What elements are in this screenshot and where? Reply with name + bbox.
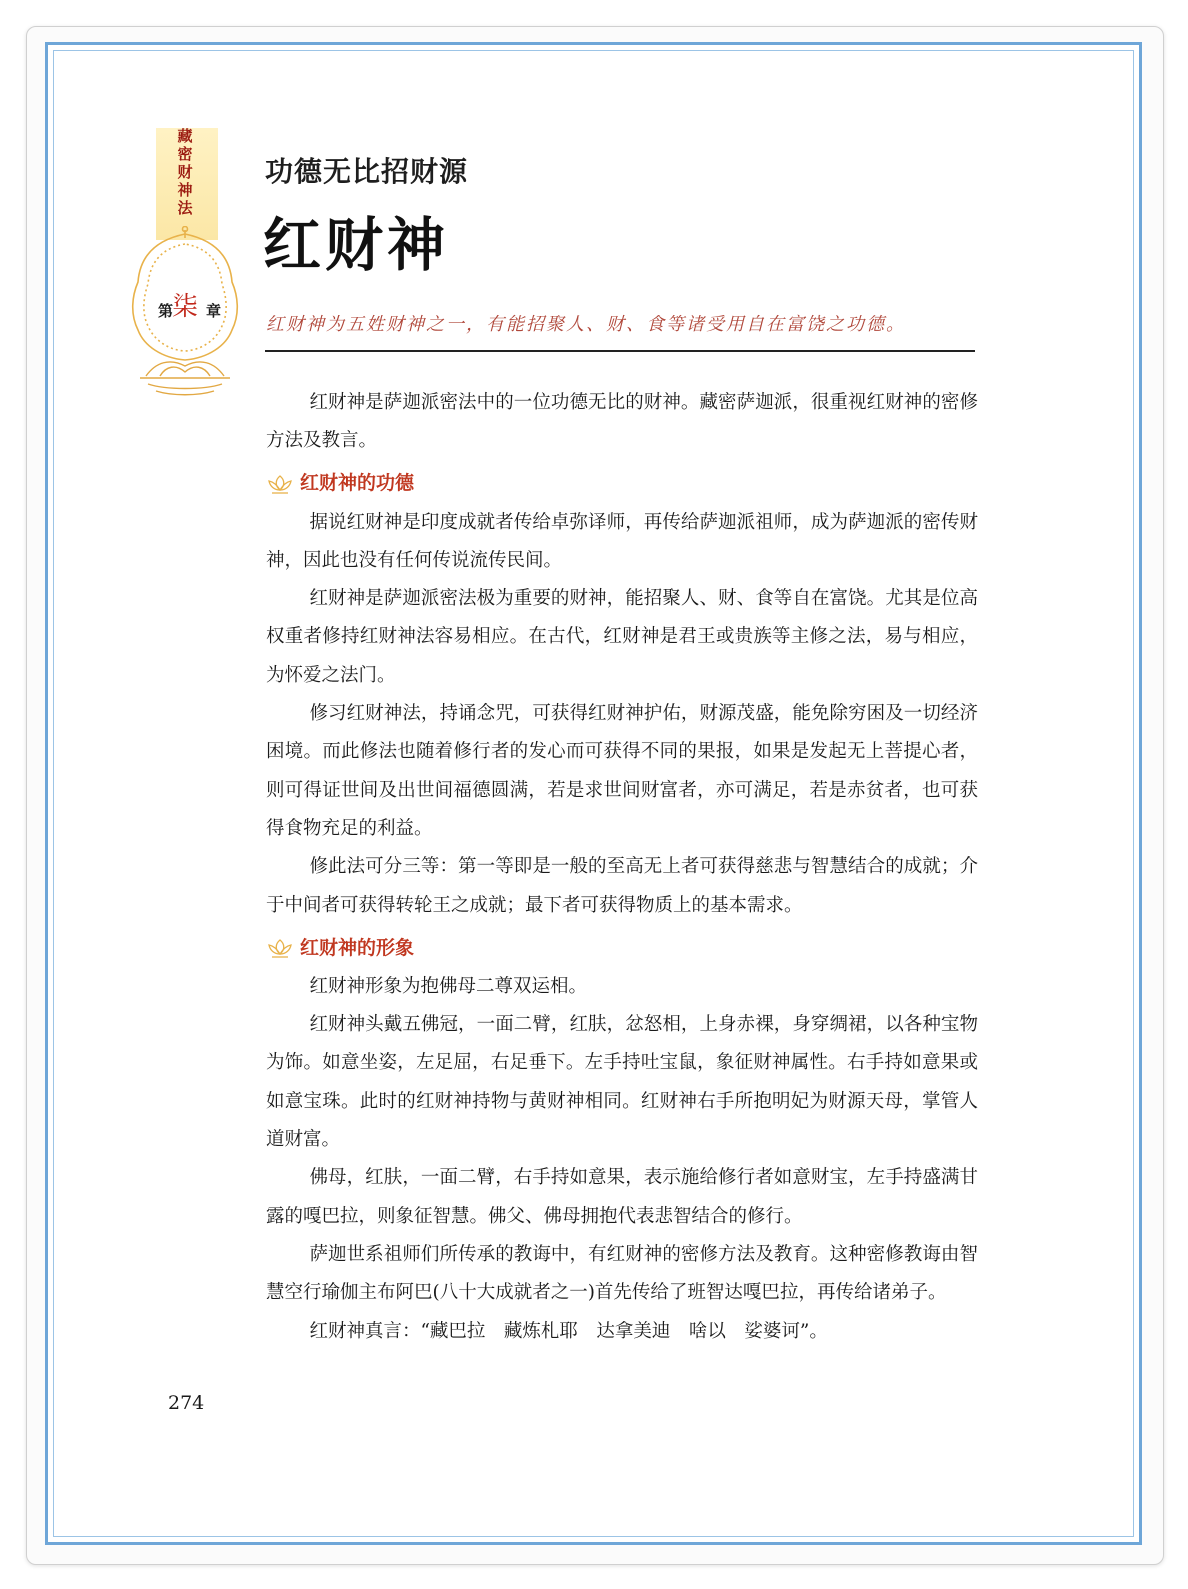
page-title: 红财神: [263, 211, 450, 279]
header-divider: [265, 350, 975, 352]
section-paragraph: 红财神头戴五佛冠，一面二臂，红肤，忿怒相，上身赤裸，身穿绸裙，以各种宝物为饰。如意坐姿，左足屈，右足垂下。左手持吐宝鼠，象征财神属性。右手持如意果或如意宝珠。此时的红财神持物与黄财神相同。红财神右手所抱明妃为财源天母，掌管人道财富。: [266, 1014, 978, 1151]
chapter-suffix: 章: [206, 302, 222, 320]
page-subtitle: 功德无比招财源: [265, 155, 469, 188]
page-number: 274: [168, 1392, 205, 1414]
section-paragraph: 红财神是萨迦派密法极为重要的财神，能招聚人、财、食等自在富饶。尤其是位高权重者修持红财神法容易相应。在古代，红财神是君王或贵族等主修之法，易与相应，为怀爱之法门。: [266, 588, 978, 686]
section-heading: [266, 464, 978, 504]
chapter-number: 柒: [172, 292, 199, 322]
section-title: 红财神的形象: [300, 936, 415, 959]
section-paragraph: 红财神真言：“藏巴拉 藏炼札耶 达拿美迪 啥以 娑婆诃”。: [309, 1320, 828, 1342]
section-title: 红财神的功德: [300, 472, 415, 495]
page-tagline: 红财神为五姓财神之一，有能招聚人、财、食等诸受用自在富饶之功德。: [266, 314, 906, 335]
section-paragraph: 修此法可分三等：第一等即是一般的至高无上者可获得慈悲与智慧结合的成就；介于中间者可获得转轮王之成就；最下者可获得物质上的基本需求。: [266, 856, 978, 916]
lotus-bullet-icon: [266, 936, 294, 960]
section-paragraph: 修习红财神法，持诵念咒，可获得红财神护佑，财源茂盛，能免除穷困及一切经济困境。而此修法也随着修行者的发心而可获得不同的果报，如果是发起无上菩提心者，则可得证世间及出世间福德圆满，若是求世间财富者，亦可满足，若是赤贫者，也可获得食物充足的利益。: [266, 703, 978, 839]
section-paragraph: 佛母，红肤，一面二臂，右手持如意果，表示施给修行者如意财宝，左手持盛满甘露的嘎巴拉，则象征智慧。佛父、佛母拥抱代表悲智结合的修行。: [266, 1167, 978, 1227]
section-heading: [266, 928, 978, 968]
book-title: 藏密财神法: [177, 127, 193, 217]
section-paragraph: 萨迦世系祖师们所传承的教诲中，有红财神的密修方法及教育。这种密修教诲由智慧空行瑜伽主布阿巴(八十大成就者之一)首先传给了班智达嘎巴拉，再传给诸弟子。: [266, 1243, 978, 1304]
chapter-prefix: 第: [158, 302, 174, 320]
section-paragraph: 据说红财神是印度成就者传给卓弥译师，再传给萨迦派祖师，成为萨迦派的密传财神，因此也没有任何传说流传民间。: [266, 511, 978, 571]
section-paragraph: 红财神形象为抱佛母二尊双运相。: [309, 975, 587, 997]
intro-paragraph: 红财神是萨迦派密法中的一位功德无比的财神。藏密萨迦派，很重视红财神的密修方法及教言。: [266, 392, 978, 452]
article-body: [266, 384, 978, 1351]
lotus-bullet-icon: [266, 472, 294, 496]
